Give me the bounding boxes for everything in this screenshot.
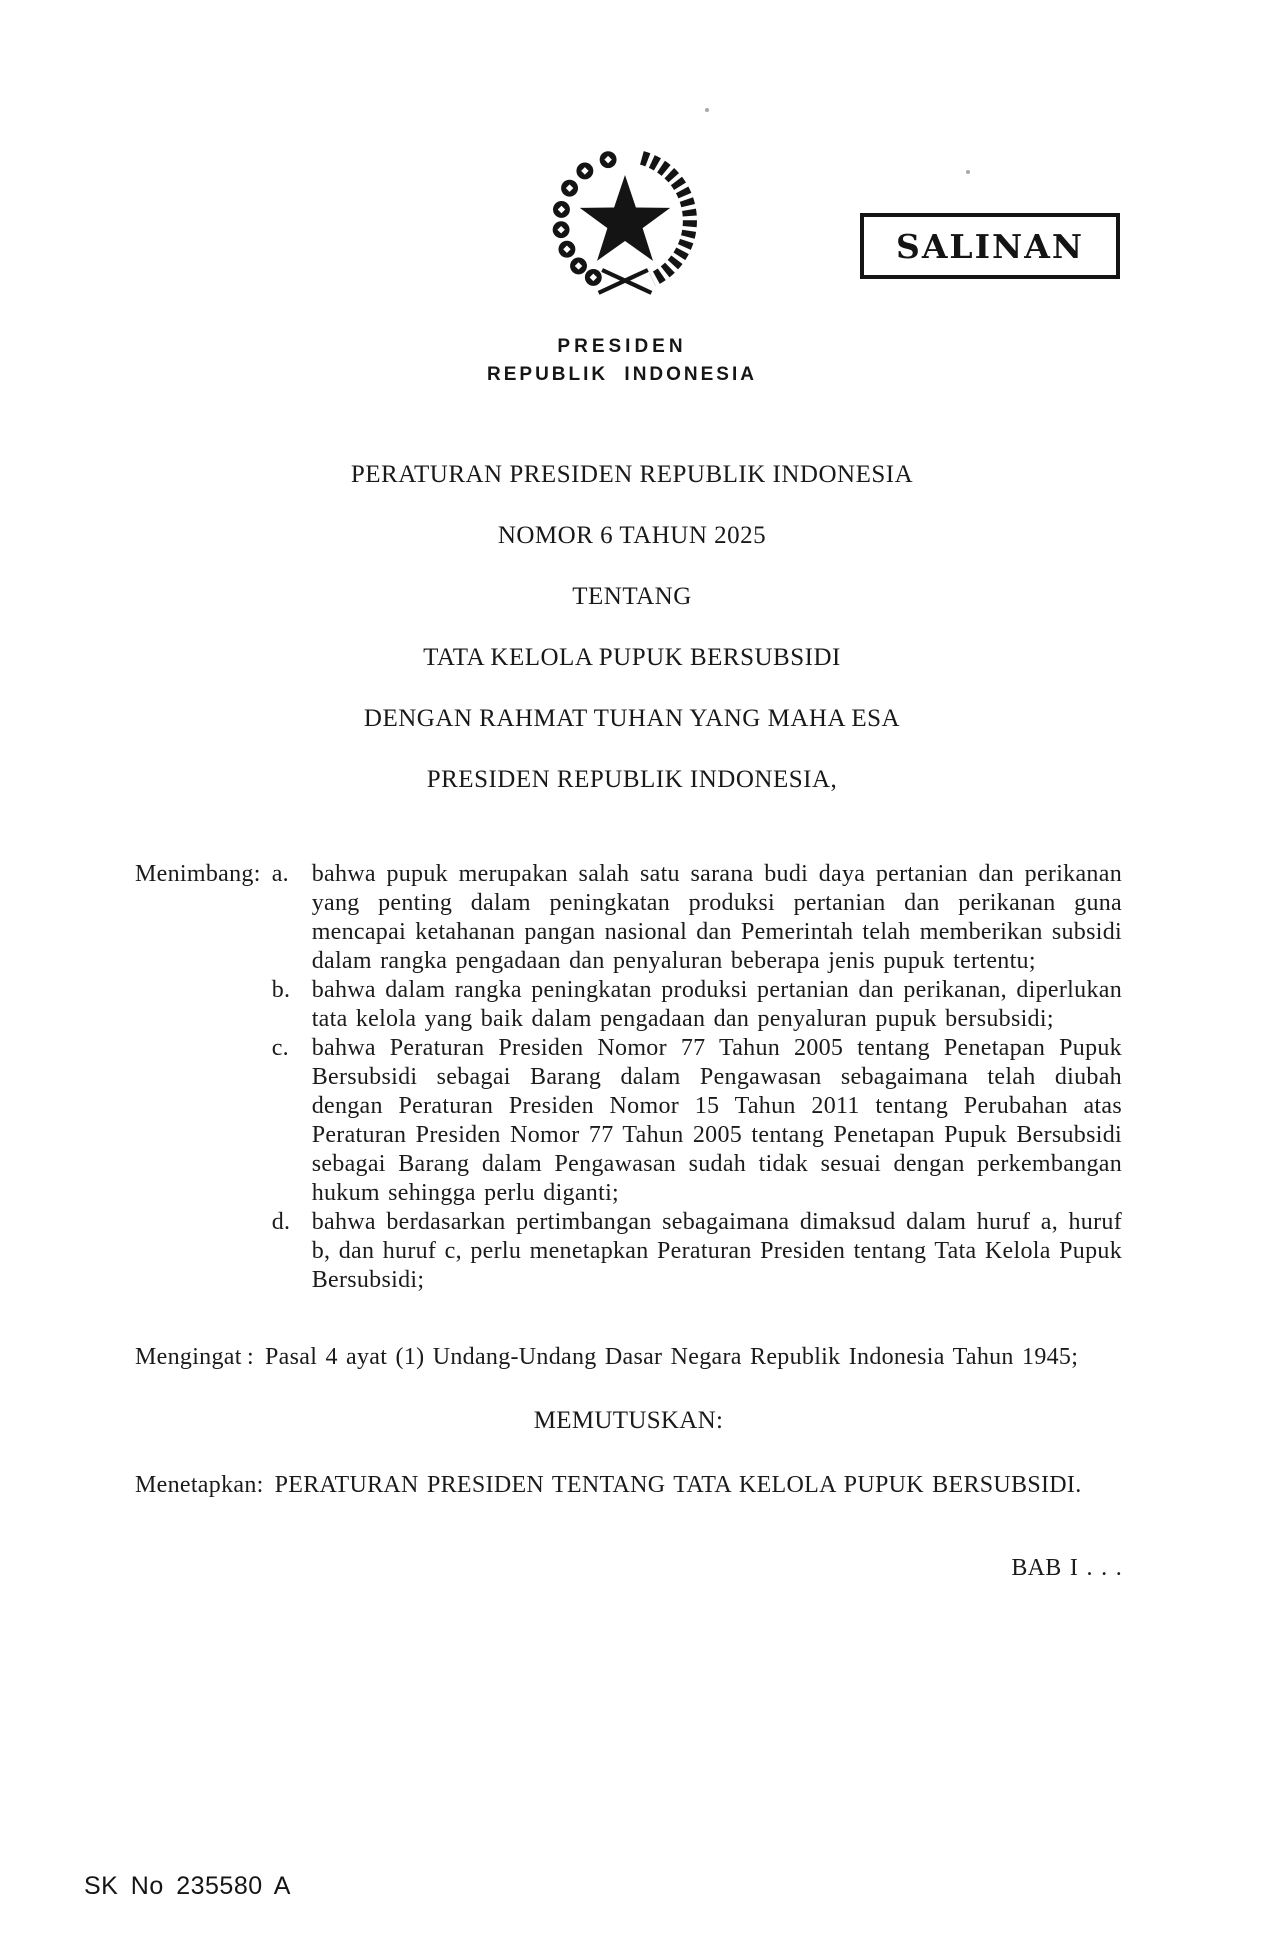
menetapkan-label: Menetapkan <box>135 1472 257 1498</box>
item-letter: a. <box>271 861 289 887</box>
mengingat-label: Mengingat <box>135 1344 242 1370</box>
document-body <box>135 860 1122 1583</box>
regulation-number: NOMOR 6 TAHUN 2025 <box>497 522 767 549</box>
mengingat-text: Pasal 4 ayat (1) Undang-Undang Dasar Negara Republik Indonesia Tahun 1945; <box>265 1344 1079 1370</box>
invocation-line: DENGAN RAHMAT TUHAN YANG MAHA ESA <box>363 705 901 732</box>
item-text: bahwa pupuk merupakan salah satu sarana budi daya pertanian dan perikanan yang penting dalam peningkatan produksi pertanian dan perikanan guna mencapai ketahanan pangan nasional dan Pemerintah telah memberikan subsidi dalam rangka pengadaan dan penyaluran beberapa jenis pupuk tertentu; <box>311 861 1122 974</box>
regulation-subject: TATA KELOLA PUPUK BERSUBSIDI <box>423 644 841 671</box>
menimbang-items <box>272 860 1122 1295</box>
regulation-title: PERATURAN PRESIDEN REPUBLIK INDONESIA <box>350 461 914 488</box>
item-text: bahwa Peraturan Presiden Nomor 77 Tahun 2005 tentang Penetapan Pupuk Bersubsidi sebagai Barang dalam Pengawasan sebagaimana telah diubah dengan Peraturan Presiden Nomor 15 Tahun 2011 tentang Perubahan atas Peraturan Presiden Nomor 77 Tahun 2005 tentang Penetapan Pupuk Bersubsidi sebagai Barang dalam Pengawasan sudah tidak sesuai dengan perkembangan hukum sehingga perlu diganti; <box>311 1035 1122 1206</box>
menimbang-colon: : <box>253 861 261 887</box>
item-letter: d. <box>271 1209 291 1235</box>
letterhead <box>272 336 972 386</box>
letterhead-country: REPUBLIK INDONESIA <box>487 364 757 385</box>
tentang-label: TENTANG <box>572 583 692 610</box>
menetapkan-colon: : <box>256 1472 264 1498</box>
authority-line: PRESIDEN REPUBLIK INDONESIA, <box>426 766 838 793</box>
item-letter: c. <box>271 1035 289 1061</box>
title-block <box>0 462 1264 828</box>
consideration-item-d <box>272 1208 1122 1295</box>
menimbang-label: Menimbang <box>135 861 254 887</box>
menetapkan-section <box>135 1471 1122 1500</box>
letterhead-institution: PRESIDEN <box>557 336 687 357</box>
item-text: bahwa berdasarkan pertimbangan sebagaimana dimaksud dalam huruf a, huruf b, dan huruf c, perlu menetapkan Peraturan Presiden tentang Tata Kelola Pupuk Bersubsidi; <box>311 1209 1122 1293</box>
salinan-copy-stamp <box>860 213 1120 279</box>
sk-control-number: SK No 235580 A <box>84 1872 291 1900</box>
mengingat-colon: : <box>247 1344 254 1370</box>
menimbang-section <box>135 860 1122 1295</box>
scan-artifact-dot <box>966 170 970 174</box>
star-icon <box>580 175 670 261</box>
menetapkan-text: PERATURAN PRESIDEN TENTANG TATA KELOLA PUPUK BERSUBSIDI. <box>274 1472 1082 1498</box>
item-text: bahwa dalam rangka peningkatan produksi pertanian dan perikanan, diperlukan tata kelola yang baik dalam pengadaan dan penyaluran pupuk bersubsidi; <box>311 977 1122 1032</box>
consideration-item-c <box>272 1034 1122 1208</box>
salinan-stamp-label: SALINAN <box>895 226 1084 266</box>
mengingat-section <box>135 1343 1122 1372</box>
item-letter: b. <box>271 977 291 1003</box>
page-continuation-marker: BAB I . . . <box>1011 1555 1122 1581</box>
consideration-item-a <box>272 860 1122 976</box>
consideration-item-b <box>272 976 1122 1034</box>
scan-artifact-dot <box>705 108 709 112</box>
presidential-star-wreath-logo <box>537 138 713 314</box>
stem-cross-icon <box>599 270 652 293</box>
memutuskan-heading: MEMUTUSKAN: <box>533 1407 724 1434</box>
